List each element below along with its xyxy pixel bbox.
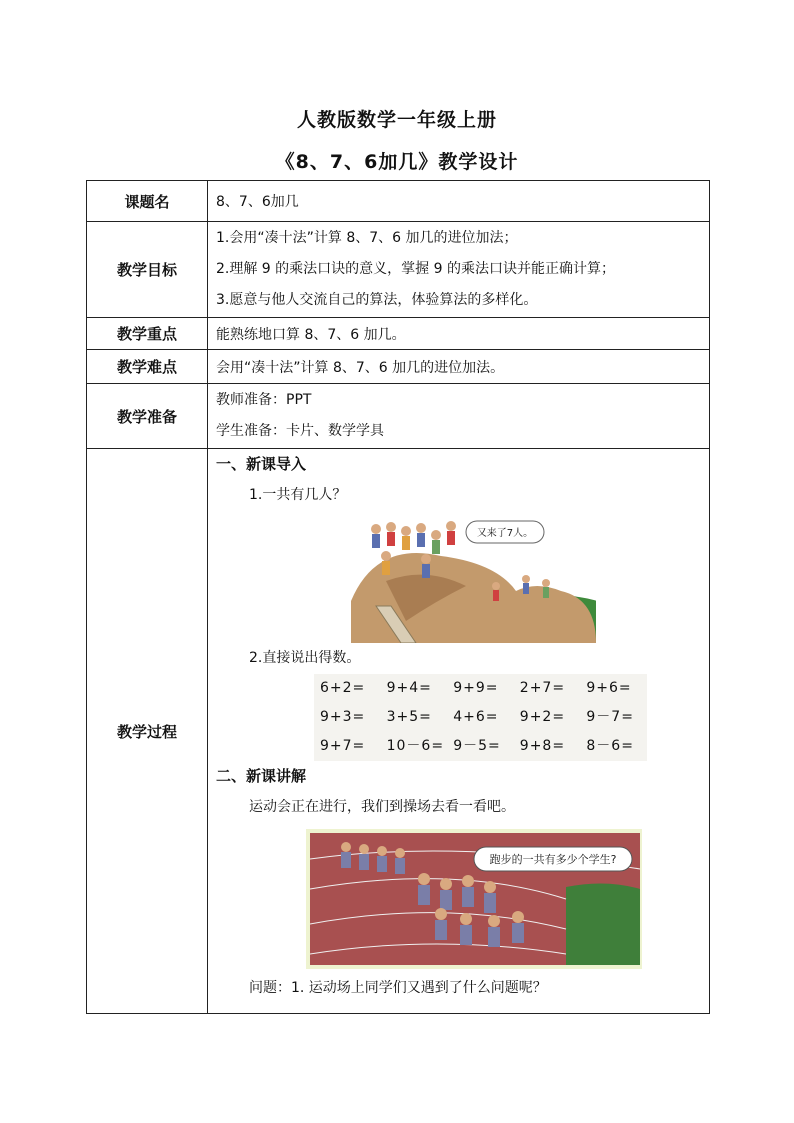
hiking-illustration bbox=[346, 511, 596, 643]
key-point-value: 能熟练地口算 8、7、6 加几。 bbox=[208, 318, 710, 350]
arithmetic-row bbox=[314, 703, 647, 732]
row-key-point bbox=[87, 318, 710, 350]
arithmetic-item: 9－7= bbox=[586, 709, 634, 725]
doc-title-line2: 《8、7、6加几》教学设计 bbox=[275, 151, 519, 173]
arithmetic-item: 3+5= bbox=[386, 709, 432, 725]
difficulty-value: 会用“凑十法”计算 8、7、6 加几的进位加法。 bbox=[208, 350, 710, 384]
arithmetic-item: 10－6= bbox=[386, 738, 445, 754]
arithmetic-item: 9－5= bbox=[453, 738, 501, 754]
question-2: 2.直接说出得数。 bbox=[249, 650, 361, 666]
teacher-preparation: 教师准备：PPT bbox=[216, 392, 312, 408]
process-content bbox=[208, 449, 710, 1014]
section2-title: 二、新课讲解 bbox=[216, 767, 307, 785]
arithmetic-item: 9+7= bbox=[320, 738, 366, 754]
goal-item: 1.会用“凑十法”计算 8、7、6 加几的进位加法； bbox=[216, 230, 518, 246]
arithmetic-row bbox=[314, 732, 647, 761]
process-label: 教学过程 bbox=[87, 449, 208, 1014]
topic-value: 8、7、6加几 bbox=[208, 181, 710, 222]
goal-item: 3.愿意与他人交流自己的算法，体验算法的多样化。 bbox=[216, 292, 538, 308]
preparation-label: 教学准备 bbox=[87, 384, 208, 449]
arithmetic-item: 6+2= bbox=[320, 680, 366, 696]
goal-item: 2.理解 9 的乘法口诀的意义，掌握 9 的乘法口诀并能正确计算； bbox=[216, 261, 615, 277]
row-goals bbox=[87, 222, 710, 318]
key-point-label: 教学重点 bbox=[87, 318, 208, 350]
arithmetic-item: 2+7= bbox=[519, 680, 566, 696]
lesson-plan-table bbox=[86, 180, 710, 1014]
question-text: 问题：1. 运动场上同学们又遇到了什么问题呢？ bbox=[249, 980, 547, 996]
student-preparation: 学生准备：卡片、数学学具 bbox=[216, 423, 384, 439]
arithmetic-item: 9+2= bbox=[519, 709, 566, 725]
section1-title: 一、新课导入 bbox=[216, 455, 307, 473]
arithmetic-item: 9+3= bbox=[320, 709, 366, 725]
doc-title-line1: 人教版数学一年级上册 bbox=[296, 109, 497, 131]
row-topic bbox=[87, 181, 710, 222]
intro-text: 运动会正在进行，我们到操场去看一看吧。 bbox=[249, 799, 515, 815]
row-process bbox=[87, 449, 710, 1014]
speech-bubble-text: 又来了7人。 bbox=[476, 528, 534, 539]
arithmetic-item: 8－6= bbox=[586, 738, 634, 754]
preparation-content bbox=[208, 384, 710, 449]
arithmetic-item: 9+8= bbox=[519, 738, 566, 754]
goals-content bbox=[208, 222, 710, 318]
arithmetic-item: 9+6= bbox=[586, 680, 632, 696]
row-preparation bbox=[87, 384, 710, 449]
arithmetic-item: 4+6= bbox=[453, 709, 499, 725]
speech-bubble-text: 跑步的一共有多少个学生? bbox=[489, 853, 617, 866]
arithmetic-grid bbox=[314, 674, 647, 761]
question-1: 1.一共有几人？ bbox=[249, 487, 347, 503]
running-track-illustration bbox=[306, 829, 642, 969]
row-difficulty bbox=[87, 350, 710, 384]
goals-label: 教学目标 bbox=[87, 222, 208, 318]
difficulty-label: 教学难点 bbox=[87, 350, 208, 384]
topic-label: 课题名 bbox=[87, 181, 208, 222]
arithmetic-item: 9+9= bbox=[453, 680, 499, 696]
arithmetic-row bbox=[314, 674, 647, 703]
arithmetic-item: 9+4= bbox=[386, 680, 432, 696]
